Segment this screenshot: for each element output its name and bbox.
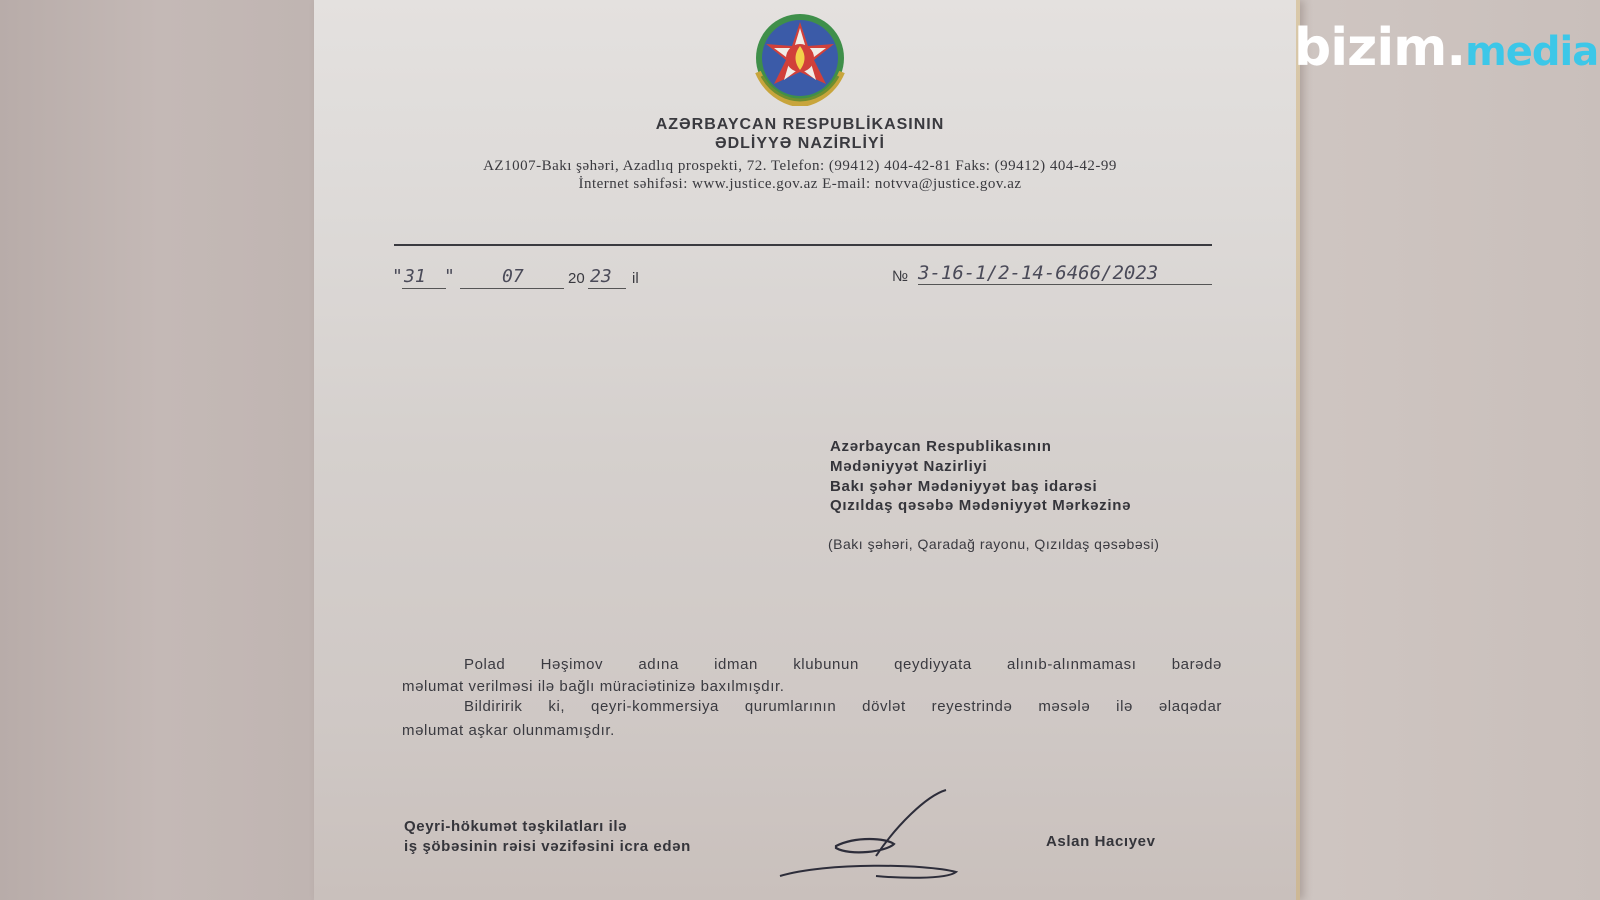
date-year-underline xyxy=(588,288,626,289)
ministry-header-line1: AZƏRBAYCAN RESPUBLİKASININ xyxy=(655,116,945,133)
recipient-line3: Bakı şəhər Mədəniyyət baş idarəsi xyxy=(830,478,1098,495)
date-month: 07 xyxy=(502,266,524,287)
recipient-location: (Bakı şəhəri, Qaradağ rayonu, Qızıldaş qəsəbəsi) xyxy=(828,536,1160,552)
reference-label: № xyxy=(892,268,909,285)
ministry-address: AZ1007-Bakı şəhəri, Azadlıq prospekti, 72. Telefon: (99412) 404-42-81 Faks: (99412) 404-42-99 xyxy=(483,158,1117,174)
body-paragraph1-line2: məlumat verilməsi ilə bağlı müraciətinizə baxılmışdır. xyxy=(402,678,785,695)
date-year-suffix: 23 xyxy=(590,266,612,287)
signatory-name: Aslan Hacıyev xyxy=(1046,833,1156,850)
logo-bizim-text: bizim xyxy=(1294,18,1447,78)
logo-media-text: media xyxy=(1465,29,1599,75)
date-day: 31 xyxy=(404,266,426,287)
date-month-underline xyxy=(460,288,564,289)
logo-dot: . xyxy=(1446,18,1466,78)
recipient-line1: Azərbaycan Respublikasının xyxy=(830,438,1052,455)
reference-underline xyxy=(918,284,1212,285)
body-paragraph2-line1: Bildiririk ki, qeyri-kommersiya qurumlarının dövlət reyestrində məsələ ilə əlaqədar xyxy=(464,698,1222,715)
recipient-line2: Mədəniyyət Nazirliyi xyxy=(830,458,988,475)
date-close-quote: " xyxy=(444,266,455,287)
recipient-line4: Qızıldaş qəsəbə Mədəniyyət Mərkəzinə xyxy=(830,497,1132,514)
state-emblem-icon xyxy=(744,12,856,106)
ministry-web: İnternet səhifəsi: www.justice.gov.az E-mail: notvva@justice.gov.az xyxy=(578,176,1022,192)
handwritten-signature xyxy=(776,786,966,886)
ministry-header-line2: ƏDLİYYƏ NAZİRLİYİ xyxy=(714,135,885,152)
date-year-prefix: 20 xyxy=(568,270,585,287)
reference-number: 3-16-1/2-14-6466/2023 xyxy=(918,262,1159,284)
header-divider xyxy=(394,244,1212,246)
date-year-word: il xyxy=(632,270,639,287)
body-paragraph1-line1: Polad Həşimov adına idman klubunun qeydiyyata alınıb-alınmaması barədə xyxy=(464,656,1222,673)
bizim-media-logo xyxy=(1294,18,1598,78)
body-paragraph2-line2: məlumat aşkar olunmamışdır. xyxy=(402,722,615,739)
date-day-underline xyxy=(402,288,446,289)
date-open-quote: " xyxy=(392,266,403,287)
signatory-title-line1: Qeyri-hökumət təşkilatları ilə xyxy=(404,818,628,835)
signatory-title-line2: iş şöbəsinin rəisi vəzifəsini icra edən xyxy=(404,838,691,855)
